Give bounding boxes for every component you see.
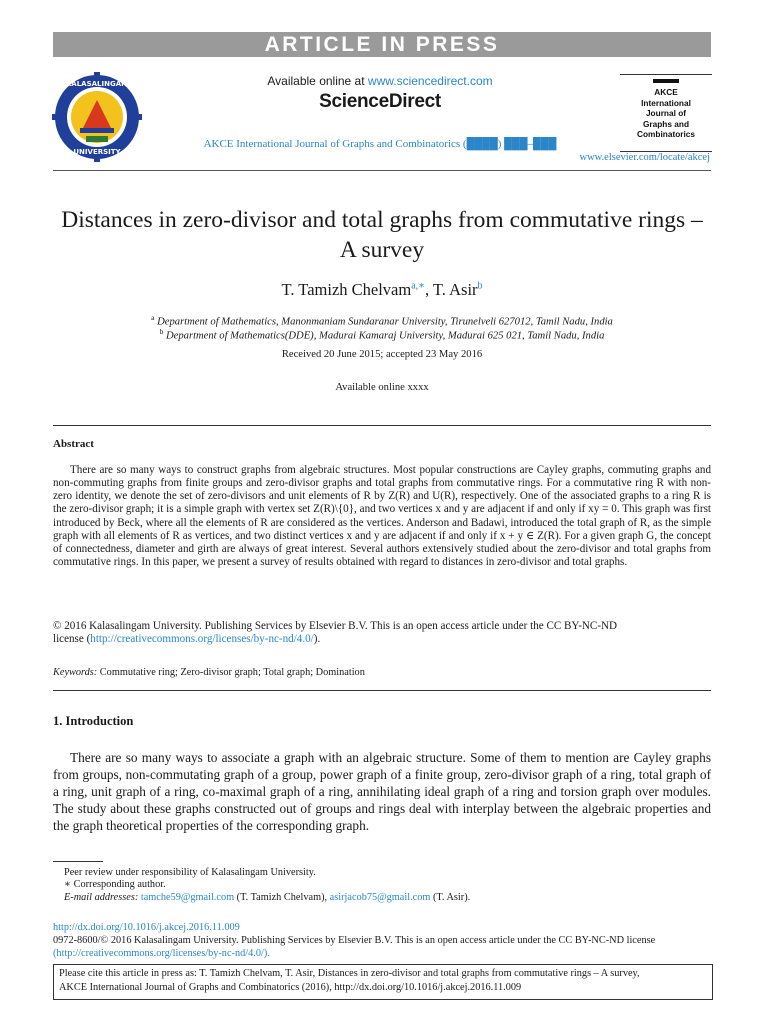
keywords-list: Commutative ring; Zero-divisor graph; Total graph; Domination — [97, 667, 365, 678]
affiliation-a-text: Department of Mathematics, Manonmaniam Sundaranar University, Tirunelveli 627012, Tamil Nadu, India — [157, 316, 613, 328]
email-2-owner: (T. Asir). — [430, 892, 471, 903]
sciencedirect-link[interactable]: www.sciencedirect.com — [367, 74, 493, 88]
article-in-press-banner: ARTICLE IN PRESS — [53, 32, 711, 57]
introduction-body — [53, 750, 711, 835]
affiliation-b — [53, 327, 711, 342]
email-link-1[interactable]: tamche59@gmail.com — [140, 892, 235, 903]
journal-box-line: International — [641, 97, 691, 108]
journal-box-title — [620, 87, 712, 140]
journal-box-line: Graphs and — [642, 118, 690, 129]
footnote-rule — [53, 861, 103, 862]
issn-copyright — [53, 935, 711, 960]
author-2-affil-link[interactable]: b — [477, 280, 483, 292]
available-online-prefix: Available online at — [267, 74, 368, 88]
elsevier-url-link[interactable]: www.elsevier.com/locate/akcej — [579, 152, 710, 163]
corresponding-mark: ∗ — [64, 879, 71, 890]
license-statement — [53, 620, 711, 646]
license-prefix: license ( — [53, 633, 91, 646]
journal-box-line: Combinatorics — [636, 129, 696, 140]
university-logo — [52, 72, 142, 162]
received-dates: Received 20 June 2015; accepted 23 May 2016 — [281, 349, 483, 360]
sciencedirect-wordmark: ScienceDirect — [319, 91, 441, 112]
journal-citation-line[interactable] — [160, 138, 600, 150]
email-label: E-mail addresses: — [64, 892, 139, 903]
abstract-paragraph: There are so many ways to construct graphs from algebraic structures. Most popular constructions are Cayley graphs, commuting graphs and non-commuting graphs from finite groups and zero-divisor graphs and total graphs from commutative rings. For a commutative ring R with non-zero identity, we denote the set of zero-divisors and unit elements of R by Z(R) and U(R), respectively. One of the associated graphs to a ring R is the zero-divisor graph; it is a simple graph with vertex set Z(R)\{0}, and two vertices x and y are adjacent if and only if xy = 0. This graph was first introduced by Beck, where all the elements of R are considered as the vertices. Anderson and Badawi, introduced the total graph of R, as the simple graph with all elements of R as vertices, and two distinct vertices x and y are adjacent if and only if x + y ∈ Z(R). For a given graph G, the concept of connectedness, diameter and girth are always of great interest. Several authors extensively studied about the zero-divisor and total graphs from commutative rings. In this paper, we present a survey of results obtained with regard to distances in zero-divisor and total graphs. — [53, 464, 711, 569]
introduction-paragraph: There are so many ways to associate a graph with an algebraic structure. Some of them to mention are Cayley graphs from groups, non-commutating graph of a group, power graph of a finite group, zero-divisor graph of a ring, total graph of a ring, unit graph of a ring, co-maximal graph of a ring, annihilating ideal graph of a ring and torsion graph over modules. The study about these graphs constructed out of groups and rings deal with interplay between the algebraic properties and the graph theoretical properties of the corresponding graph. — [53, 750, 711, 833]
journal-box-bar — [653, 79, 679, 83]
journal-box — [620, 74, 712, 152]
keywords-label: Keywords: — [53, 667, 98, 678]
doi-link[interactable]: http://dx.doi.org/10.1016/j.akcej.2016.11.009 — [53, 922, 240, 933]
issn-license-link[interactable]: (http://creativecommons.org/licenses/by-nc-nd/4.0/). — [53, 947, 270, 959]
abstract-heading: Abstract — [53, 438, 94, 450]
license-link[interactable]: http://creativecommons.org/licenses/by-nc-nd/4.0/ — [90, 633, 314, 646]
journal-id: (████) ███–███ — [462, 138, 557, 150]
journal-box-line: Journal of — [645, 108, 687, 119]
author-list — [53, 280, 711, 300]
affiliation-a-mark: a — [151, 313, 155, 322]
header-rule — [53, 170, 711, 171]
abstract-bottom-rule — [53, 690, 711, 691]
author-2: , T. Asir — [424, 280, 478, 299]
affiliation-b-text: Department of Mathematics(DDE), Madurai Kamaraj University, Madurai 625 021, Tamil Nadu, India — [166, 330, 605, 342]
email-link-2[interactable]: asirjacob75@gmail.com — [329, 892, 431, 903]
available-online-date: Available online xxxx — [335, 382, 429, 393]
license-line-1: © 2016 Kalasalingam University. Publishing Services by Elsevier B.V. This is an open access article under the CC BY-NC-ND — [53, 620, 618, 632]
title-line-1: Distances in zero-divisor and total graphs from commutative rings – — [61, 207, 703, 233]
citation-box — [53, 964, 713, 1000]
journal-name[interactable]: AKCE International Journal of Graphs and Combinatorics — [203, 138, 461, 150]
abstract-body — [53, 464, 711, 569]
citation-line-2: AKCE International Journal of Graphs and Combinatorics (2016), http://dx.doi.org/10.1016/j.akcej.2016.11.009 — [59, 981, 522, 993]
article-title — [53, 205, 711, 265]
title-line-2: A survey — [339, 237, 425, 263]
citation-line-1: Please cite this article in press as: T. Tamizh Chelvam, T. Asir, Distances in zero-divisor and total graphs from commutative rings – A survey, — [59, 968, 640, 979]
author-1: T. Tamizh Chelvam — [281, 280, 412, 299]
affiliation-a — [53, 313, 711, 328]
svg-text:UNIVERSITY: UNIVERSITY — [73, 148, 121, 156]
journal-box-line: AKCE — [654, 87, 678, 97]
license-suffix: ). — [313, 633, 321, 646]
footnote-emails — [64, 892, 722, 904]
footnote-corresponding — [64, 879, 722, 891]
email-1-owner: (T. Tamizh Chelvam), — [234, 892, 330, 903]
affiliation-b-mark: b — [159, 327, 164, 336]
license-line-2 — [53, 633, 711, 646]
author-1-affil-link[interactable]: a,∗ — [411, 280, 425, 292]
issn-text: 0972-8600/© 2016 Kalasalingam University. Publishing Services by Elsevier B.V. This is an open access article under the CC BY-NC-ND license — [53, 935, 656, 946]
available-online-line — [160, 74, 600, 88]
abstract-top-rule — [53, 425, 711, 426]
section-heading-introduction: 1. Introduction — [53, 714, 134, 728]
keywords-line — [53, 667, 711, 678]
corresponding-text: Corresponding author. — [71, 879, 166, 890]
svg-text:KALASALINGAM: KALASALINGAM — [65, 80, 129, 88]
footnote-peer-review: Peer review under responsibility of Kalasalingam University. — [64, 867, 316, 878]
